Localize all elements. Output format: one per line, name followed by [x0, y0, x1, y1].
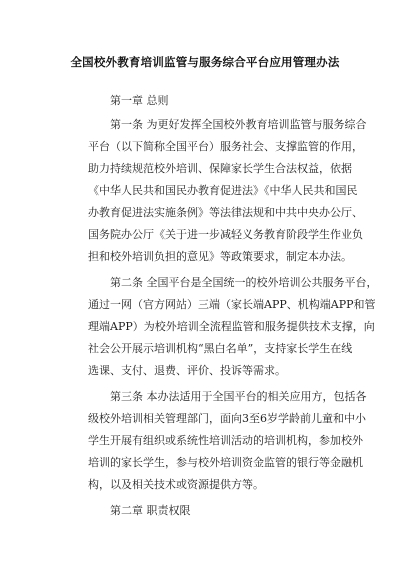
article-1-line-7: 担和校外培训负担的意见》等政策要求，制定本办法。	[88, 250, 352, 263]
article-3-line-5: 构，以及相关技术或资源提供方等。	[88, 478, 264, 491]
article-2-line-3: 理端APP）为校外培训全流程监管和服务提供技术支撑，向	[88, 320, 375, 333]
article-1-line-2: 平台（以下简称全国平台）服务社会、支撑监管的作用，	[88, 140, 363, 153]
article-2-line-5: 选课、支付、退费、评价、投诉等需求。	[88, 364, 286, 377]
article-1-line-3: 助力持续规范校外培训、保障家长学生合法权益，依据	[88, 162, 352, 175]
article-3-line-4: 培训的家长学生，参与校外培训资金监管的银行等金融机	[88, 456, 363, 469]
article-1-line-4: 《中华人民共和国民办教育促进法》《中华人民共和国民	[88, 184, 358, 197]
article-1-line-1: 第一条 为更好发挥全国校外教育培训监管与服务综合	[110, 118, 367, 131]
article-3-line-3: 学生开展有组织或系统性培训活动的培训机构，参加校外	[88, 434, 363, 447]
chapter-heading-2: 第二章 职责权限	[110, 504, 191, 517]
document-title: 全国校外教育培训监管与服务综合平台应用管理办法	[70, 55, 340, 69]
article-2-line-2: 通过一网（官方网站）三端（家长端APP、机构端APP和管	[88, 298, 376, 311]
chapter-heading-1: 第一章 总则	[110, 94, 169, 107]
article-3-line-1: 第三条 本办法适用于全国平台的相关应用方，包括各	[110, 390, 367, 403]
article-1-line-6: 国务院办公厅《关于进一步减轻义务教育阶段学生作业负	[88, 228, 363, 241]
article-1-line-5: 办教育促进法实施条例》等法律法规和中共中央办公厅、	[88, 206, 363, 219]
article-2-line-1: 第二条 全国平台是全国统一的校外培训公共服务平台，	[110, 276, 378, 289]
article-2-line-4: 社会公开展示培训机构“黑白名单”，支持家长学生在线	[88, 342, 353, 355]
article-3-line-2: 级校外培训相关管理部门，面向3至6岁学龄前儿童和中小	[88, 412, 366, 425]
